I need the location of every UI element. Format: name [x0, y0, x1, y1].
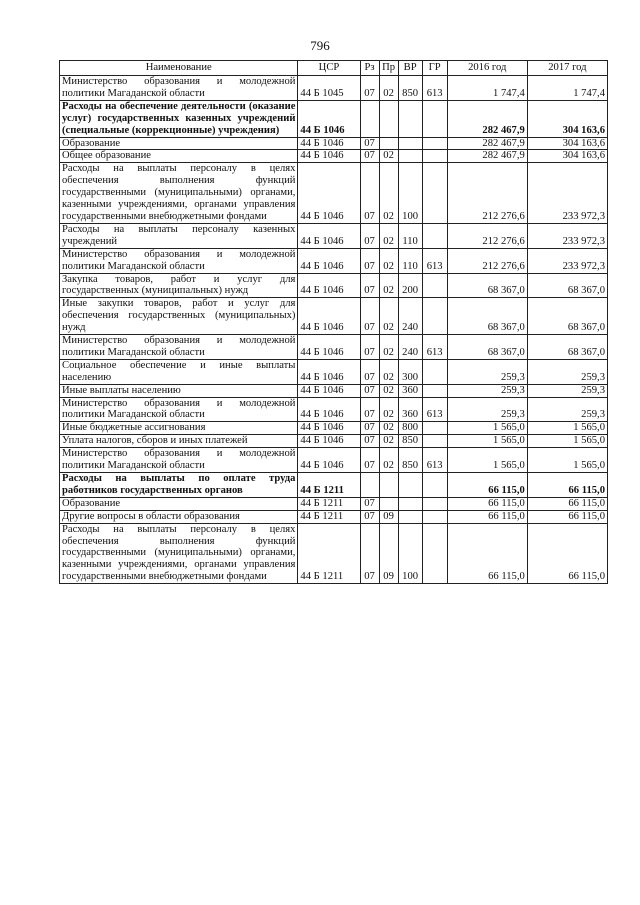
row-name: Иные закупки товаров, работ и услуг для обеспечения государственных (муниципальных) нужд — [60, 298, 298, 335]
row-pr: 02 — [379, 273, 398, 298]
row-gr — [422, 473, 447, 498]
row-rz: 07 — [360, 397, 379, 422]
row-rz — [360, 473, 379, 498]
row-pr: 02 — [379, 384, 398, 397]
table-row — [60, 359, 608, 384]
row-gr: 613 — [422, 335, 447, 360]
row-name: Министерство образования и молодежной политики Магаданской области — [60, 397, 298, 422]
row-value-2016: 1 565,0 — [447, 422, 527, 435]
row-vr: 110 — [398, 248, 422, 273]
row-rz: 07 — [360, 523, 379, 584]
table-row — [60, 473, 608, 498]
page-number: 796 — [310, 38, 330, 53]
row-value-2017: 68 367,0 — [527, 335, 607, 360]
header-pr: Пр — [379, 61, 398, 76]
row-value-2016: 1 565,0 — [447, 448, 527, 473]
row-csr: 44 Б 1046 — [298, 273, 360, 298]
table-row — [60, 384, 608, 397]
row-name: Министерство образования и молодежной политики Магаданской области — [60, 76, 298, 101]
row-gr — [422, 298, 447, 335]
row-value-2017: 68 367,0 — [527, 298, 607, 335]
row-pr — [379, 497, 398, 510]
row-gr — [422, 359, 447, 384]
row-gr: 613 — [422, 76, 447, 101]
row-csr: 44 Б 1046 — [298, 248, 360, 273]
row-pr: 02 — [379, 422, 398, 435]
header-csr: ЦСР — [298, 61, 360, 76]
row-pr: 02 — [379, 435, 398, 448]
row-rz: 07 — [360, 273, 379, 298]
row-vr — [398, 137, 422, 150]
row-pr: 02 — [379, 448, 398, 473]
table-row — [60, 273, 608, 298]
row-vr: 110 — [398, 223, 422, 248]
row-pr: 02 — [379, 76, 398, 101]
row-rz: 07 — [360, 510, 379, 523]
row-gr: 613 — [422, 248, 447, 273]
row-gr — [422, 384, 447, 397]
row-name: Образование — [60, 497, 298, 510]
row-pr — [379, 100, 398, 137]
row-value-2017: 259,3 — [527, 397, 607, 422]
row-value-2016: 282 467,9 — [447, 150, 527, 163]
row-name: Расходы на обеспечение деятельности (оказание услуг) государственных казенных учреждений (специальные (коррекционные) учреждения) — [60, 100, 298, 137]
row-csr: 44 Б 1211 — [298, 523, 360, 584]
row-vr — [398, 150, 422, 163]
header-2017: 2017 год — [527, 61, 607, 76]
table-row — [60, 523, 608, 584]
row-value-2017: 233 972,3 — [527, 248, 607, 273]
row-name: Иные бюджетные ассигнования — [60, 422, 298, 435]
row-value-2016: 68 367,0 — [447, 335, 527, 360]
row-csr: 44 Б 1046 — [298, 100, 360, 137]
row-vr: 850 — [398, 435, 422, 448]
row-vr: 240 — [398, 335, 422, 360]
header-gr: ГР — [422, 61, 447, 76]
row-name: Министерство образования и молодежной политики Магаданской области — [60, 335, 298, 360]
row-pr: 02 — [379, 223, 398, 248]
table-row — [60, 510, 608, 523]
row-value-2016: 68 367,0 — [447, 273, 527, 298]
row-value-2016: 259,3 — [447, 384, 527, 397]
table-row — [60, 137, 608, 150]
row-gr — [422, 223, 447, 248]
row-value-2016: 282 467,9 — [447, 137, 527, 150]
row-pr: 02 — [379, 248, 398, 273]
row-value-2016: 66 115,0 — [447, 510, 527, 523]
row-csr: 44 Б 1046 — [298, 359, 360, 384]
row-csr: 44 Б 1046 — [298, 435, 360, 448]
row-csr: 44 Б 1045 — [298, 76, 360, 101]
row-name: Образование — [60, 137, 298, 150]
row-value-2017: 66 115,0 — [527, 497, 607, 510]
row-gr: 613 — [422, 448, 447, 473]
row-csr: 44 Б 1046 — [298, 448, 360, 473]
table-row — [60, 397, 608, 422]
row-value-2016: 66 115,0 — [447, 497, 527, 510]
row-value-2017: 1 565,0 — [527, 448, 607, 473]
row-value-2017: 68 367,0 — [527, 273, 607, 298]
row-value-2017: 304 163,6 — [527, 150, 607, 163]
row-value-2017: 66 115,0 — [527, 523, 607, 584]
row-rz: 07 — [360, 422, 379, 435]
row-value-2016: 259,3 — [447, 397, 527, 422]
row-rz: 07 — [360, 248, 379, 273]
row-vr: 300 — [398, 359, 422, 384]
header-vr: ВР — [398, 61, 422, 76]
row-name: Министерство образования и молодежной политики Магаданской области — [60, 448, 298, 473]
row-vr: 850 — [398, 448, 422, 473]
row-gr — [422, 422, 447, 435]
row-name: Социальное обеспечение и иные выплаты населению — [60, 359, 298, 384]
row-rz: 07 — [360, 448, 379, 473]
row-name: Уплата налогов, сборов и иных платежей — [60, 435, 298, 448]
table-row — [60, 100, 608, 137]
row-gr — [422, 163, 447, 224]
row-rz: 07 — [360, 298, 379, 335]
row-rz: 07 — [360, 76, 379, 101]
row-csr: 44 Б 1211 — [298, 497, 360, 510]
row-value-2016: 212 276,6 — [447, 223, 527, 248]
row-pr: 02 — [379, 335, 398, 360]
row-value-2017: 233 972,3 — [527, 223, 607, 248]
table-body — [60, 76, 608, 584]
row-gr — [422, 100, 447, 137]
row-value-2017: 1 565,0 — [527, 422, 607, 435]
row-rz: 07 — [360, 163, 379, 224]
row-csr: 44 Б 1046 — [298, 422, 360, 435]
table-row — [60, 223, 608, 248]
row-gr — [422, 497, 447, 510]
row-vr: 360 — [398, 397, 422, 422]
row-value-2016: 259,3 — [447, 359, 527, 384]
row-pr: 09 — [379, 510, 398, 523]
row-value-2017: 1 565,0 — [527, 435, 607, 448]
table-row — [60, 497, 608, 510]
table-row — [60, 150, 608, 163]
row-pr — [379, 473, 398, 498]
row-vr — [398, 473, 422, 498]
table-row — [60, 163, 608, 224]
row-pr: 02 — [379, 163, 398, 224]
row-pr: 02 — [379, 150, 398, 163]
row-name: Министерство образования и молодежной политики Магаданской области — [60, 248, 298, 273]
row-csr: 44 Б 1046 — [298, 384, 360, 397]
row-name: Закупка товаров, работ и услуг для государственных (муниципальных) нужд — [60, 273, 298, 298]
row-value-2016: 212 276,6 — [447, 248, 527, 273]
row-value-2016: 282 467,9 — [447, 100, 527, 137]
row-vr: 100 — [398, 523, 422, 584]
row-value-2017: 259,3 — [527, 359, 607, 384]
row-name: Расходы на выплаты персоналу казенных учреждений — [60, 223, 298, 248]
row-gr: 613 — [422, 397, 447, 422]
row-value-2017: 233 972,3 — [527, 163, 607, 224]
header-rz: Рз — [360, 61, 379, 76]
row-pr: 09 — [379, 523, 398, 584]
table-header-row — [60, 61, 608, 76]
table-row — [60, 335, 608, 360]
table-row — [60, 448, 608, 473]
row-vr: 240 — [398, 298, 422, 335]
row-value-2017: 259,3 — [527, 384, 607, 397]
row-value-2016: 1 565,0 — [447, 435, 527, 448]
row-rz: 07 — [360, 497, 379, 510]
row-gr — [422, 273, 447, 298]
row-vr — [398, 497, 422, 510]
row-csr: 44 Б 1046 — [298, 223, 360, 248]
row-rz: 07 — [360, 384, 379, 397]
row-vr: 360 — [398, 384, 422, 397]
row-value-2016: 66 115,0 — [447, 523, 527, 584]
row-csr: 44 Б 1046 — [298, 335, 360, 360]
row-rz: 07 — [360, 150, 379, 163]
row-pr — [379, 137, 398, 150]
row-rz: 07 — [360, 137, 379, 150]
row-pr: 02 — [379, 298, 398, 335]
row-pr: 02 — [379, 397, 398, 422]
row-name: Общее образование — [60, 150, 298, 163]
row-gr — [422, 523, 447, 584]
row-name: Расходы на выплаты по оплате труда работников государственных органов — [60, 473, 298, 498]
table-row — [60, 435, 608, 448]
row-value-2017: 66 115,0 — [527, 473, 607, 498]
row-gr — [422, 435, 447, 448]
row-rz: 07 — [360, 435, 379, 448]
row-csr: 44 Б 1046 — [298, 298, 360, 335]
row-value-2017: 66 115,0 — [527, 510, 607, 523]
row-vr: 100 — [398, 163, 422, 224]
row-name: Расходы на выплаты персоналу в целях обеспечения выполнения функций государственными (муниципальными) органами, казенными учреждениями, органами управления государственными внебюджетными фондами — [60, 523, 298, 584]
table-row — [60, 422, 608, 435]
row-vr: 800 — [398, 422, 422, 435]
row-value-2016: 212 276,6 — [447, 163, 527, 224]
row-csr: 44 Б 1046 — [298, 150, 360, 163]
row-rz — [360, 100, 379, 137]
row-gr — [422, 510, 447, 523]
row-gr — [422, 150, 447, 163]
row-csr: 44 Б 1046 — [298, 137, 360, 150]
row-value-2016: 68 367,0 — [447, 298, 527, 335]
row-csr: 44 Б 1211 — [298, 510, 360, 523]
header-name: Наименование — [60, 61, 298, 76]
row-vr: 200 — [398, 273, 422, 298]
row-name: Расходы на выплаты персоналу в целях обеспечения выполнения функций государственными (муниципальными) органами, казенными учреждениями, органами управления государственными внебюджетными фондами — [60, 163, 298, 224]
row-csr: 44 Б 1046 — [298, 397, 360, 422]
table-row — [60, 248, 608, 273]
table-row — [60, 298, 608, 335]
row-rz: 07 — [360, 359, 379, 384]
row-csr: 44 Б 1211 — [298, 473, 360, 498]
row-rz: 07 — [360, 335, 379, 360]
row-csr: 44 Б 1046 — [298, 163, 360, 224]
header-2016: 2016 год — [447, 61, 527, 76]
row-vr — [398, 510, 422, 523]
row-gr — [422, 137, 447, 150]
row-value-2016: 1 747,4 — [447, 76, 527, 101]
row-value-2016: 66 115,0 — [447, 473, 527, 498]
row-vr — [398, 100, 422, 137]
row-name: Иные выплаты населению — [60, 384, 298, 397]
row-pr: 02 — [379, 359, 398, 384]
budget-table — [59, 60, 608, 584]
row-value-2017: 304 163,6 — [527, 137, 607, 150]
row-rz: 07 — [360, 223, 379, 248]
table-row — [60, 76, 608, 101]
row-name: Другие вопросы в области образования — [60, 510, 298, 523]
row-value-2017: 304 163,6 — [527, 100, 607, 137]
row-vr: 850 — [398, 76, 422, 101]
row-value-2017: 1 747,4 — [527, 76, 607, 101]
